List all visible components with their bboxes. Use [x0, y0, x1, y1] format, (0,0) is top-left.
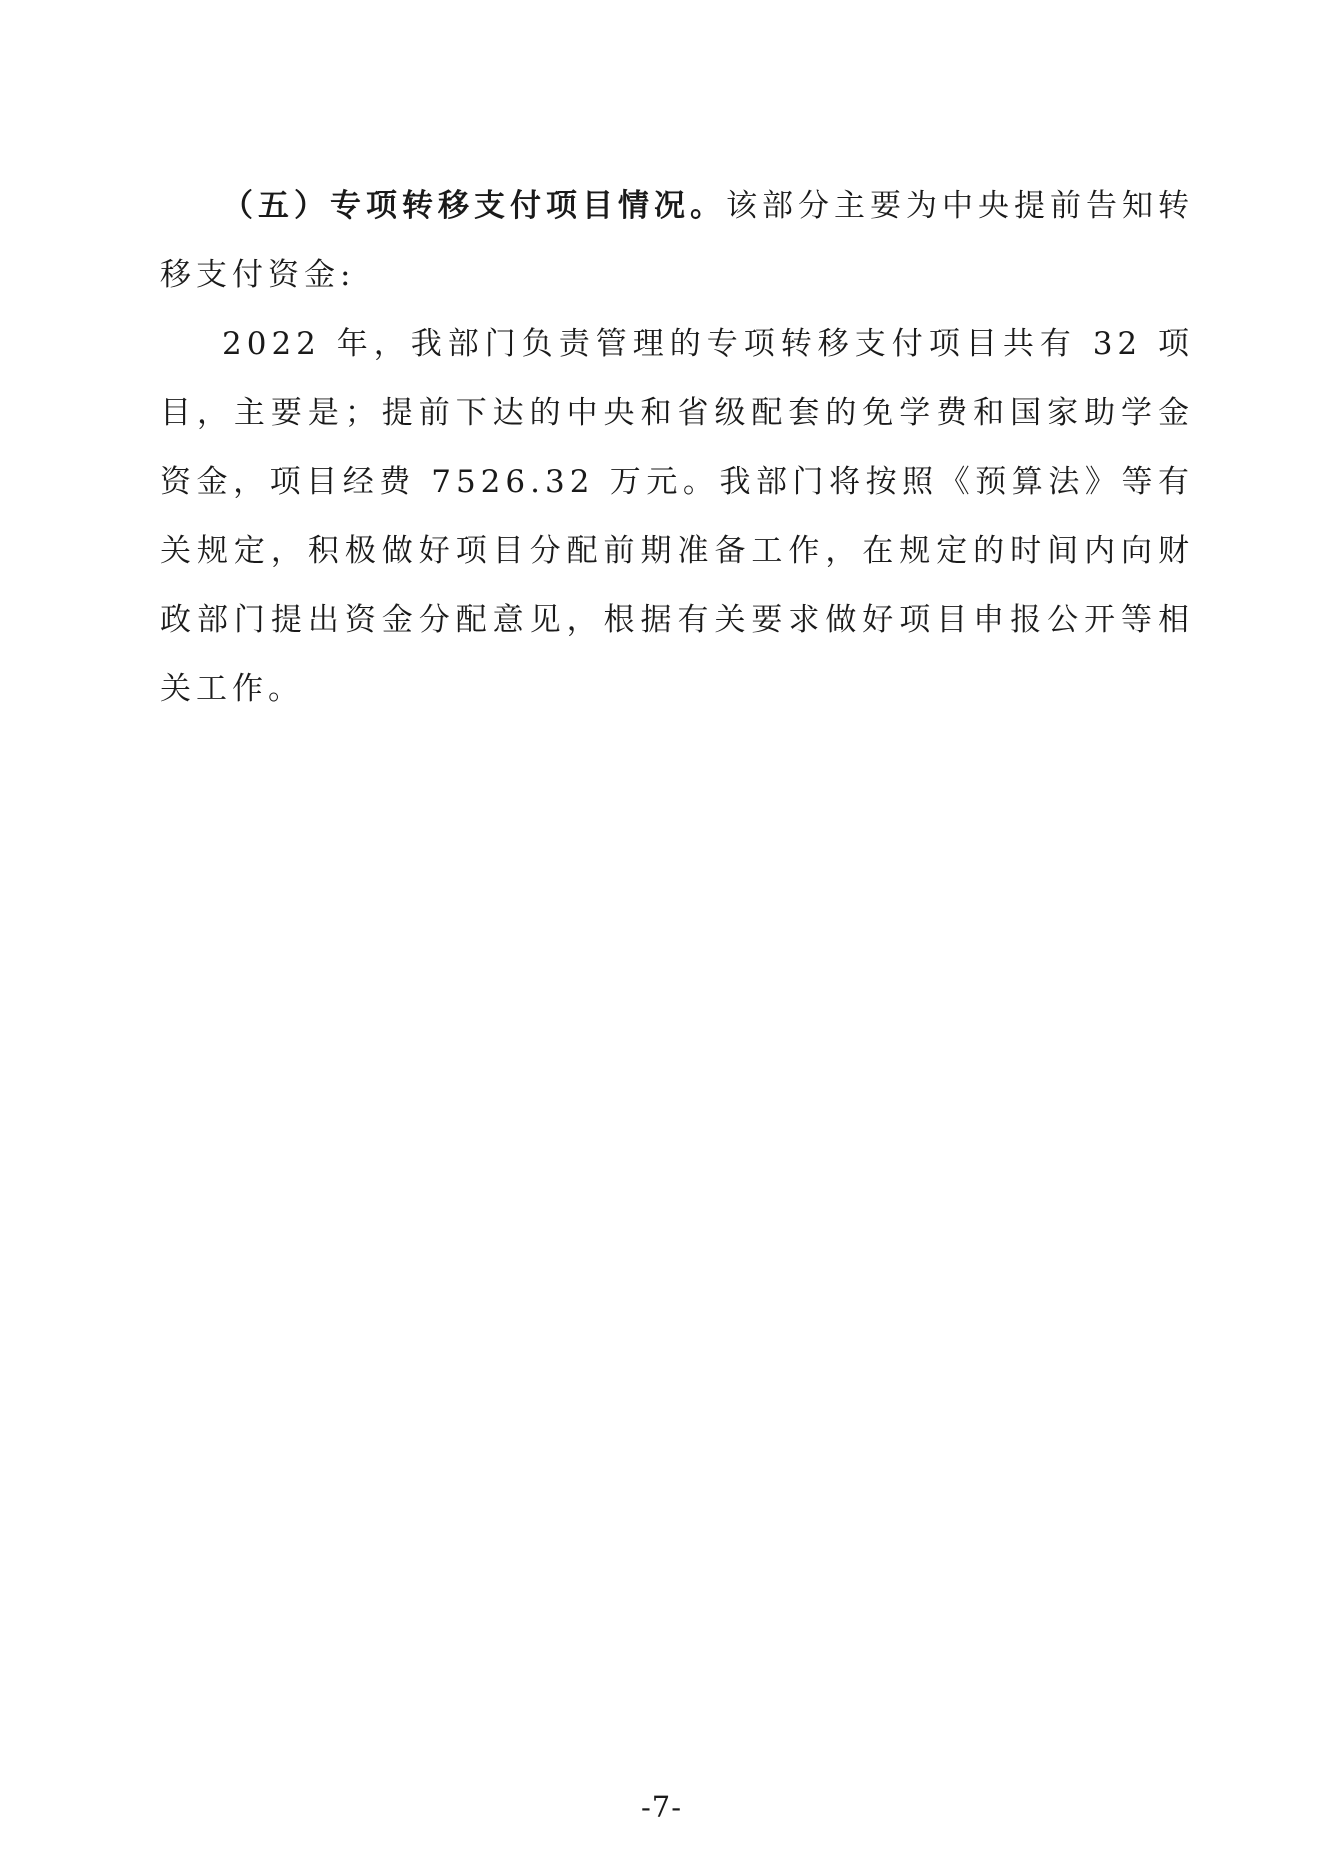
page-content [160, 172, 1194, 724]
page-number: -7- [640, 1790, 683, 1824]
section-paragraph [160, 172, 1194, 310]
section-heading: （五）专项转移支付项目情况。 [222, 188, 726, 224]
section-intro: 该部分主要为中央提前告知转移支付资金: [160, 188, 1194, 293]
body-paragraph: 2022 年，我部门负责管理的专项转移支付项目共有 32 项目，主要是；提前下达的中央和省级配套的免学费和国家助学金资金，项目经费 7526.32 万元。我部门将按照《预算法》等有关规定，积极做好项目分配前期准备工作，在规定的时间内向财政部门提出资金分配意见，根据有关要求做好项目申报公开等相关工作。 [160, 326, 1194, 707]
